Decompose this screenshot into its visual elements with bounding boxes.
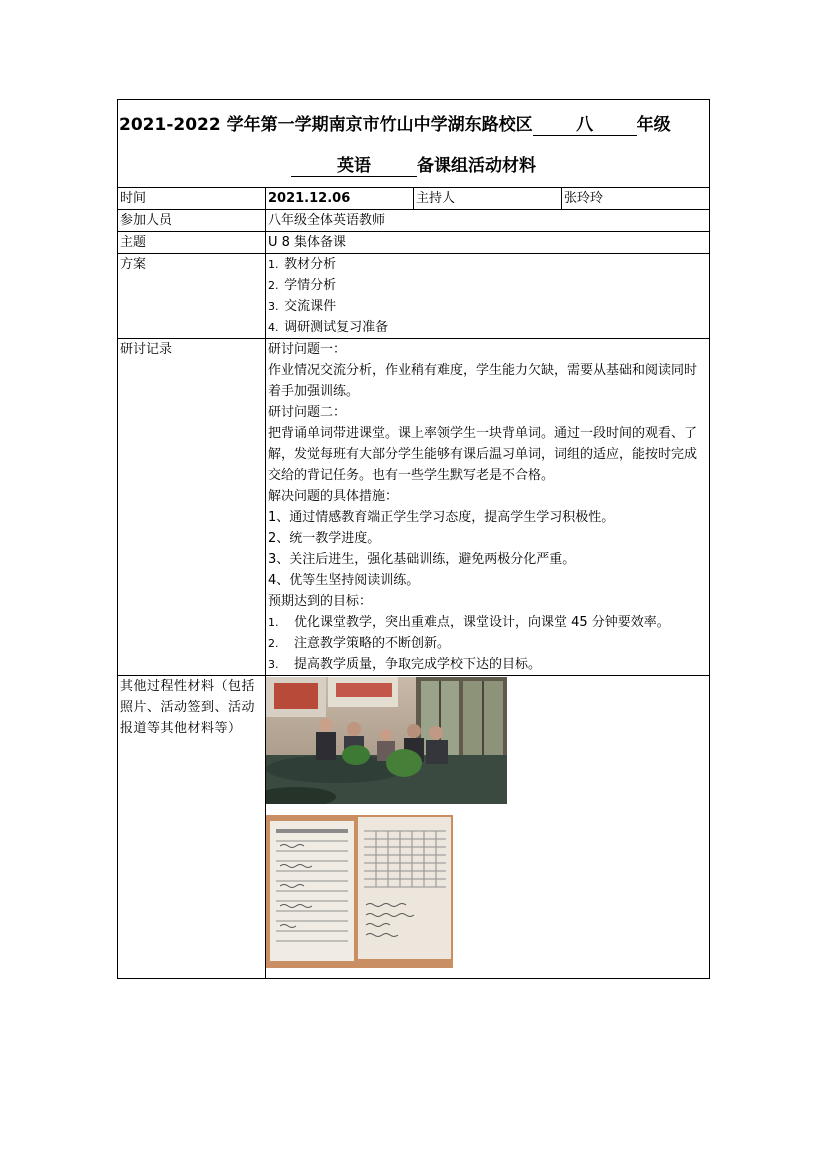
plan-label: 方案 [118, 254, 266, 339]
title-grade-suffix: 年级 [636, 115, 671, 135]
discussion-cell [266, 339, 710, 676]
photos-cell [266, 676, 710, 979]
title-suffix: 备课组活动材料 [417, 156, 537, 176]
title-cell [118, 100, 710, 188]
participants-value: 八年级全体英语教师 [266, 210, 710, 232]
time-label: 时间 [118, 188, 266, 210]
plan-cell [266, 254, 710, 339]
other-materials-label: 其他过程性材料（包括照片、活动签到、活动报道等其他材料等） [118, 676, 266, 979]
host-label: 主持人 [414, 188, 562, 210]
subject-value: 英语 [291, 156, 417, 177]
measure-item: 4、优等生坚持阅读训练。 [268, 573, 420, 588]
goal-item: 1. 优化课堂教学，突出重难点，课堂设计，向课堂 45 分钟要效率。 [268, 615, 670, 630]
measures-heading: 解决问题的具体措施： [268, 489, 399, 504]
participants-label: 参加人员 [118, 210, 266, 232]
measure-item: 2、统一教学进度。 [268, 531, 381, 546]
q1-heading: 研讨问题一： [268, 342, 347, 357]
topic-value: U 8 集体备课 [266, 232, 710, 254]
time-value: 2021.12.06 [266, 188, 414, 210]
title-prefix: 2021-2022 学年第一学期南京市竹山中学湖东路校区 [119, 115, 533, 135]
measure-item: 3、关注后进生，强化基础训练，避免两极分化严重。 [268, 552, 576, 567]
title-line-2 [118, 155, 709, 177]
plan-item: 3. 交流课件 [268, 299, 337, 314]
goals-heading: 预期达到的目标： [268, 594, 373, 609]
goal-item: 3. 提高教学质量，争取完成学校下达的目标。 [268, 657, 542, 672]
plan-item: 4. 调研测试复习准备 [268, 320, 389, 335]
grade-value: 八 [533, 115, 637, 136]
meeting-photo [266, 677, 507, 804]
plan-item: 2. 学情分析 [268, 278, 337, 293]
q2-text: 把背诵单词带进课堂。课上率领学生一块背单词。通过一段时间的观看、了解，发觉每班有大部分学生能够有课后温习单词，词组的适应，能按时完成交给的背记任务。也有一些学生默写老是不合格。 [268, 426, 698, 483]
title-line-1 [118, 114, 709, 136]
topic-label: 主题 [118, 232, 266, 254]
discussion-label: 研讨记录 [118, 339, 266, 676]
host-value: 张玲玲 [562, 188, 710, 210]
measure-item: 1、通过情感教育端正学生学习态度，提高学生学习积极性。 [268, 510, 615, 525]
activity-record-table [117, 99, 710, 979]
q1-text: 作业情况交流分析，作业稍有难度，学生能力欠缺，需要从基础和阅读同时着手加强训练。 [268, 363, 698, 399]
plan-item: 1. 教材分析 [268, 257, 337, 272]
q2-heading: 研讨问题二： [268, 405, 347, 420]
goal-item: 2. 注意教学策略的不断创新。 [268, 636, 451, 651]
sign-in-sheet-photo [266, 815, 453, 968]
